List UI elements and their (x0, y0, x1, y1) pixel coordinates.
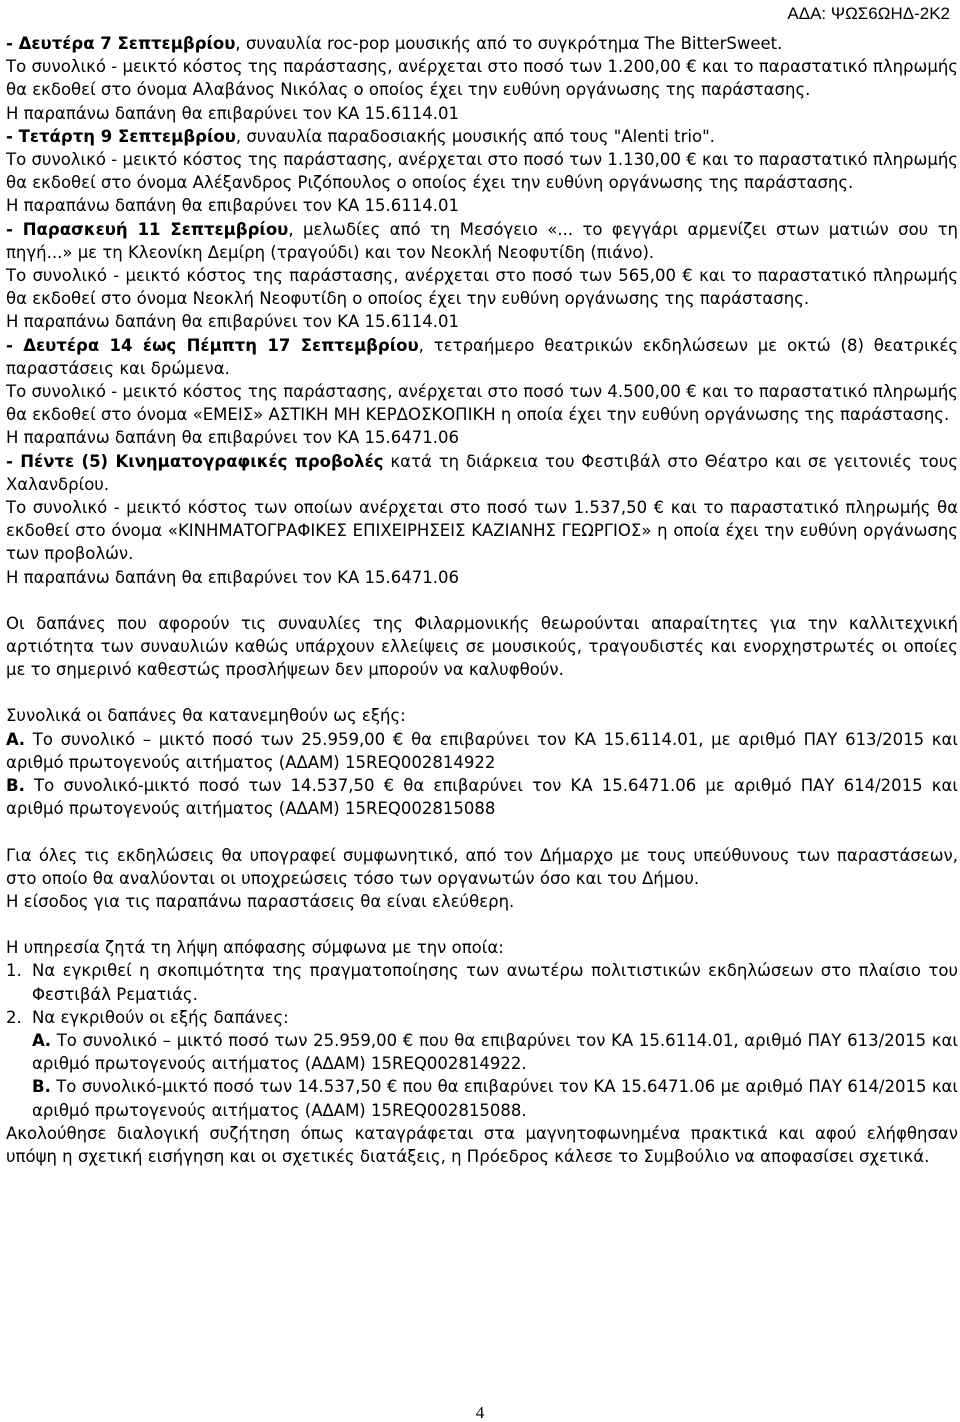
event-block (6, 32, 958, 125)
decision-subitem (6, 1029, 958, 1075)
item-text: Να εγκριθούν οι εξής δαπάνες: (32, 1007, 289, 1027)
event-description: κατά τη διάρκεια του Φεστιβάλ στο Θέατρο και σε γειτονιές τους Χαλανδρίου. (6, 451, 959, 494)
item-text: Το συνολικό-μικτό ποσό των 14.537,50 € θα επιβαρύνει τον ΚΑ 15.6471.06 με αριθμό ΠΑΥ 614/2015 και αριθμό πρωτογενούς αιτήματος (ΑΔΑΜ) 15REQ002815088 (6, 776, 958, 819)
distribution-intro: Συνολικά οι δαπάνες θα κατανεμηθούν ως εξής: (6, 706, 406, 726)
paragraph-gap (6, 913, 958, 936)
distribution-item (6, 728, 958, 774)
event-description: , τετραήμερο θεατρικών εκδηλώσεων με οκτώ (8) θεατρικές παραστάσεις και δρώμενα. (6, 335, 959, 378)
event-cost: Το συνολικό - μεικτό κόστος της παράστασης, ανέρχεται στο ποσό των 1.200,00 € και το παραστατικό πληρωμής θα εκδοθεί στο όνομα Αλαβάνος Νικόλας ο οποίος έχει την ευθύνη οργάνωσης της παράστασης. (6, 57, 958, 100)
item-text: Το συνολικό-μικτό ποσό των 14.537,50 € που θα επιβαρύνει τον ΚΑ 15.6471.06 με αριθμό ΠΑΥ 614/2015 και αριθμό πρωτογενούς αιτήματος (ΑΔΑΜ) 15REQ002815088. (32, 1077, 958, 1120)
event-description: , συναυλία παραδοσιακής μουσικής από τους "Alenti trio". (235, 126, 715, 146)
decision-item-1 (6, 959, 958, 1005)
item-text: Να εγκριθεί η σκοπιμότητα της πραγματοποίησης των ανωτέρω πολιτιστικών εκδηλώσεων στο πλαίσιο του Φεστιβάλ Ρεματιάς. (32, 961, 958, 1004)
event-block (6, 218, 958, 334)
event-budget-code: Η παραπάνω δαπάνη θα επιβαρύνει τον ΚΑ 15.6114.01 (6, 196, 459, 216)
paragraph-gap (6, 821, 958, 844)
event-cost: Το συνολικό - μεικτό κόστος των οποίων ανέρχεται στο ποσό των 1.537,50 € και το παραστατικό πληρωμής θα εκδοθεί στο όνομα «ΚΙΝΗΜΑΤΟΓΡΑΦΙΚΕΣ ΕΠΙΧΕΙΡΗΣΕΙΣ ΚΑΖΙΑΝΗΣ ΓΕΩΡΓΙΟΣ» η οποία έχει την ευθύνη οργάνωσης των προβολών. (6, 498, 958, 564)
decision-intro: Η υπηρεσία ζητά τη λήψη απόφασης σύμφωνα με την οποία: (6, 938, 504, 958)
item-text: Το συνολικό – μικτό ποσό των 25.959,00 € που θα επιβαρύνει τον ΚΑ 15.6114.01, αριθμό ΠΑΥ 613/2015 και αριθμό πρωτογενούς αιτήματος (ΑΔΑΜ) 15REQ002814922. (32, 1030, 958, 1074)
document-body (6, 32, 958, 1168)
document-code: ΑΔΑ: ΨΩΣ6ΩΗΔ-2Κ2 (787, 4, 950, 23)
event-heading (6, 450, 958, 496)
item-number: 1. (6, 961, 22, 981)
decision-subitem (6, 1075, 958, 1121)
event-heading (6, 32, 958, 55)
item-label: Α. (32, 1030, 52, 1050)
distribution-item (6, 774, 958, 820)
distribution-section (6, 704, 958, 820)
event-cost: Το συνολικό - μεικτό κόστος της παράστασης, ανέρχεται στο ποσό των 4.500,00 € και το παραστατικό πληρωμής θα εκδοθεί στο όνομα «ΕΜΕΙΣ» ΑΣΤΙΚΗ ΜΗ ΚΕΡΔΟΣΚΟΠΙΚΗ η οποία έχει την ευθύνη οργάνωσης της παράστασης. (6, 382, 958, 425)
event-block (6, 450, 958, 589)
event-budget-code: Η παραπάνω δαπάνη θα επιβαρύνει τον ΚΑ 15.6471.06 (6, 567, 459, 587)
item-label: Α. (6, 729, 26, 749)
event-cost: Το συνολικό - μεικτό κόστος της παράστασης, ανέρχεται στο ποσό των 565,00 € και το παραστατικό πληρωμής θα εκδοθεί στο όνομα Νεοκλή Νεοφυτίδη ο οποίος έχει την ευθύνη οργάνωσης της παράστασης. (6, 266, 958, 309)
event-budget-code: Η παραπάνω δαπάνη θα επιβαρύνει τον ΚΑ 15.6114.01 (6, 312, 459, 332)
contracts-paragraph: Για όλες τις εκδηλώσεις θα υπογραφεί συμφωνητικό, από τον Δήμαρχο με τους υπεύθυνους των παραστάσεων, στο οποίο θα αναλύονται οι υποχρεώσεις τόσο των οργανωτών όσο και του Δήμου. (6, 845, 958, 888)
free-entry-line: Η είσοδος για τις παραπάνω παραστάσεις θα είναι ελεύθερη. (6, 891, 515, 911)
event-title: - Πέντε (5) Κινηματογραφικές προβολές (6, 451, 384, 471)
page-number: 4 (475, 1403, 485, 1422)
item-label: Β. (32, 1077, 51, 1097)
paragraph-gap (6, 589, 958, 612)
event-title: - Παρασκευή 11 Σεπτεμβρίου (6, 219, 289, 239)
event-cost: Το συνολικό - μεικτό κόστος της παράστασης, ανέρχεται στο ποσό των 1.130,00 € και το παραστατικό πληρωμής θα εκδοθεί στο όνομα Αλέξανδρος Ριζόπουλος ο οποίος έχει την ευθύνη οργάνωσης της παράστασης. (6, 150, 958, 193)
event-title: - Δευτέρα 14 έως Πέμπτη 17 Σεπτεμβρίου (6, 335, 419, 355)
event-title: - Δευτέρα 7 Σεπτεμβρίου (6, 34, 236, 53)
closing-paragraph: Ακολούθησε διαλογική συζήτηση όπως καταγράφεται στα μαγνητοφωνημένα πρακτικά και αφού ελήφθησαν υπόψη η σχετική εισήγηση και οι σχετικές διατάξεις, η Πρόεδρος κάλεσε το Συμβούλιο να αποφασίσει σχετικά. (6, 1123, 958, 1166)
item-text: Το συνολικό – μικτό ποσό των 25.959,00 € θα επιβαρύνει τον ΚΑ 15.6114.01, με αριθμό ΠΑΥ 613/2015 και αριθμό πρωτογενούς αιτήματος (ΑΔΑΜ) 15REQ002814922 (6, 729, 958, 772)
event-block (6, 334, 958, 450)
decision-item-2 (6, 1006, 958, 1029)
item-number: 2. (6, 1007, 22, 1027)
event-budget-code: Η παραπάνω δαπάνη θα επιβαρύνει τον ΚΑ 15.6114.01 (6, 103, 459, 123)
paragraph-gap (6, 681, 958, 704)
event-block (6, 125, 958, 218)
decision-section (6, 936, 958, 1122)
event-title: - Τετάρτη 9 Σεπτεμβρίου (6, 126, 236, 146)
event-budget-code: Η παραπάνω δαπάνη θα επιβαρύνει τον ΚΑ 15.6471.06 (6, 428, 459, 448)
concerts-paragraph: Οι δαπάνες που αφορούν τις συναυλίες της Φιλαρμονικής θεωρούνται απαραίτητες για την καλλιτεχνική αρτιότητα των συναυλιών καθώς υπάρχουν ελλείψεις σε μουσικούς, τραγουδιστές και ενορχηστρωτές οι οποίες με το σημερινό καθεστώς προσλήψεων δεν μπορούν να καλυφθούν. (6, 613, 958, 680)
item-label: Β. (6, 776, 25, 796)
event-heading (6, 125, 958, 148)
event-description: , συναυλία roc-pop μουσικής από το συγκρότημα The BitterSweet. (235, 34, 783, 53)
event-heading (6, 334, 958, 380)
event-description: , μελωδίες από τη Μεσόγειο «... το φεγγάρι αρμενίζει στων ματιών σου τη πηγή...» με τη Κλεονίκη Δεμίρη (τραγούδι) και τον Νεοκλή Νεοφυτίδη (πιάνο). (6, 219, 959, 262)
event-heading (6, 218, 958, 264)
